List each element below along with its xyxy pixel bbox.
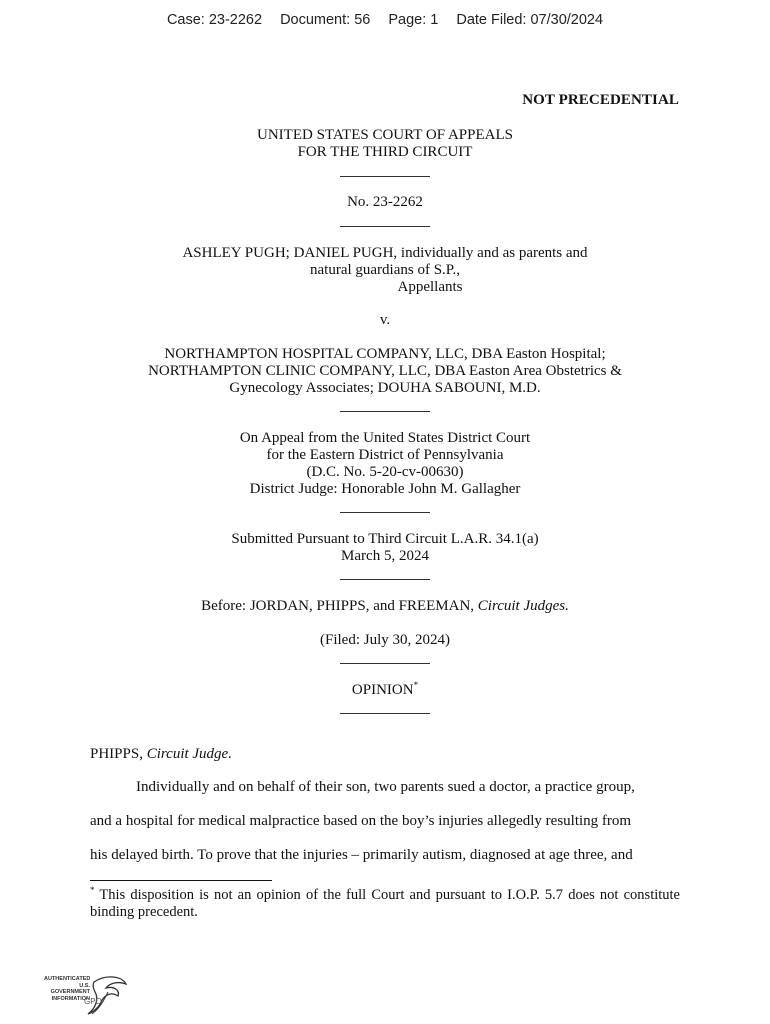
gpo-logo-line: INFORMATION	[51, 995, 90, 1002]
body-line: and a hospital for medical malpractice based on the boy’s injuries allegedly resulting from	[90, 813, 632, 829]
page-number: Page: 1	[388, 12, 439, 28]
precedential-status: NOT PRECEDENTIAL	[522, 92, 679, 108]
versus: v.	[379, 312, 391, 328]
gpo-authentication-logo	[44, 972, 134, 1018]
appellants-line-2: natural guardians of S.P.,	[310, 262, 460, 278]
court-line-2: FOR THE THIRD CIRCUIT	[297, 144, 473, 160]
divider	[340, 663, 430, 664]
appeal-line-2: for the Eastern District of Pennsylvania	[266, 447, 504, 463]
divider	[340, 579, 430, 580]
filed-date: (Filed: July 30, 2024)	[320, 632, 450, 648]
document-header	[0, 12, 770, 28]
appellees-line-3: Gynecology Associates; DOUHA SABOUNI, M.D.	[229, 380, 541, 396]
panel-title: Circuit Judges.	[477, 598, 569, 614]
divider	[340, 512, 430, 513]
body-line: Individually and on behalf of their son, two parents sued a doctor, a practice group,	[136, 779, 635, 795]
appellants-caption	[0, 245, 770, 296]
gpo-logo-line: AUTHENTICATED	[44, 976, 91, 982]
panel-judges	[0, 598, 770, 615]
date-filed: Date Filed: 07/30/2024	[456, 12, 604, 28]
appeal-line-4: District Judge: Honorable John M. Gallagher	[249, 481, 521, 497]
submission-info	[0, 531, 770, 565]
opinion-title: OPINION	[351, 682, 414, 698]
appeal-info	[0, 430, 770, 498]
appellants-line-1: ASHLEY PUGH; DANIEL PUGH, individually and as parents and	[182, 245, 588, 261]
submission-line-1: Submitted Pursuant to Third Circuit L.A.R. 34.1(a)	[231, 531, 539, 547]
appeal-line-3: (D.C. No. 5-20-cv-00630)	[306, 464, 464, 480]
gpo-mark: GPO	[84, 997, 102, 1006]
divider	[340, 226, 430, 227]
eagle-icon	[44, 972, 134, 1018]
divider	[340, 713, 430, 714]
opinion-heading	[0, 682, 770, 699]
divider	[340, 176, 430, 177]
footnote-marker: *	[90, 885, 95, 896]
appellants-role: Appellants	[397, 279, 463, 295]
document-number: Document: 56	[280, 12, 371, 28]
appellees-caption	[0, 346, 770, 397]
docket-number: No. 23-2262	[347, 194, 423, 210]
author-title: Circuit Judge.	[146, 746, 232, 762]
footnote	[90, 887, 680, 921]
appellees-line-2: NORTHAMPTON CLINIC COMPANY, LLC, DBA Easton Area Obstetrics &	[148, 363, 622, 379]
footnote-marker: *	[413, 680, 419, 690]
case-number: Case: 23-2262	[166, 12, 263, 28]
author-name: PHIPPS,	[90, 746, 147, 762]
footnote-divider	[90, 880, 272, 881]
court-name	[0, 127, 770, 161]
divider	[340, 411, 430, 412]
appellees-line-1: NORTHAMPTON HOSPITAL COMPANY, LLC, DBA Easton Hospital;	[164, 346, 606, 362]
body-line: his delayed birth. To prove that the injuries – primarily autism, diagnosed at age three, and	[90, 847, 633, 863]
footnote-text: This disposition is not an opinion of the full Court and pursuant to I.O.P. 5.7 does not constitute binding precedent.	[90, 887, 680, 920]
submission-date: March 5, 2024	[341, 548, 429, 564]
gpo-logo-line: U.S. GOVERNMENT	[50, 982, 90, 995]
author-line	[90, 746, 680, 763]
appeal-line-1: On Appeal from the United States District Court	[239, 430, 531, 446]
panel-names: Before: JORDAN, PHIPPS, and FREEMAN,	[201, 598, 478, 614]
court-line-1: UNITED STATES COURT OF APPEALS	[257, 127, 513, 143]
